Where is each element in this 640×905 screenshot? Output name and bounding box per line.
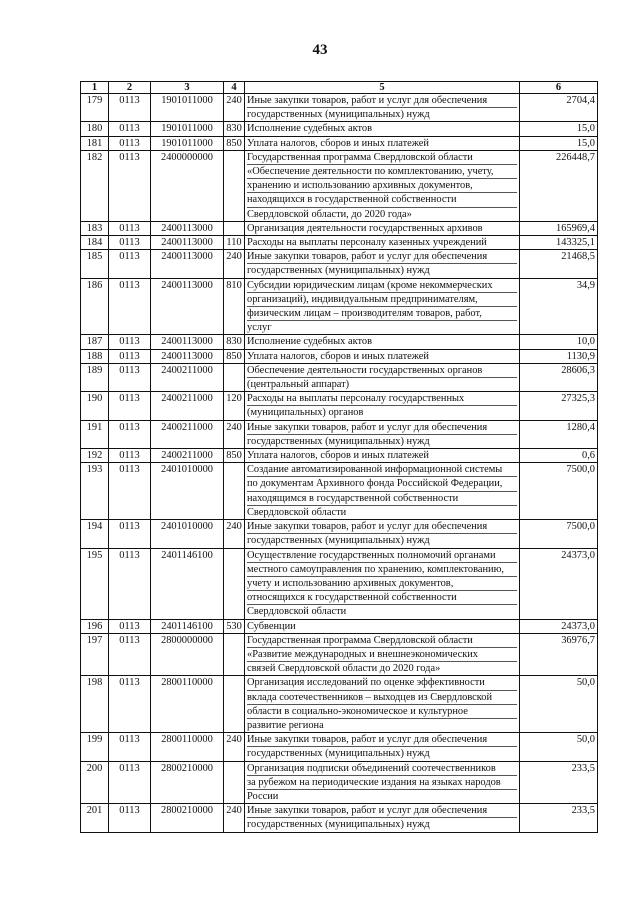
target-article-cell: 2400113000	[151, 250, 224, 278]
expense-name-line: Свердловской области	[247, 606, 347, 618]
row-number-cell: 186	[81, 278, 109, 335]
expense-name-cell	[245, 236, 520, 250]
expense-name-line: Субвенции	[247, 620, 296, 632]
expense-kind-cell: 240	[224, 804, 245, 832]
table-body	[81, 94, 598, 833]
row-number-cell: 198	[81, 676, 109, 733]
expense-name-line: Исполнение судебных актов	[247, 336, 372, 348]
expense-kind-cell: 240	[224, 250, 245, 278]
section-code-cell: 0113	[109, 449, 151, 463]
expense-name-cell	[245, 548, 520, 619]
expense-kind-cell	[224, 676, 245, 733]
table-row	[81, 122, 598, 136]
column-header: 4	[224, 82, 245, 94]
row-number-cell: 192	[81, 449, 109, 463]
expense-kind-cell	[224, 363, 245, 391]
expense-name-cell	[245, 449, 520, 463]
expense-name-line: за рубежом на периодические издания на языках народов	[247, 776, 517, 790]
row-number-cell: 194	[81, 520, 109, 548]
section-code-cell: 0113	[109, 94, 151, 122]
expense-name-line: хранению и использованию архивных документов,	[247, 179, 517, 193]
row-number-cell: 189	[81, 363, 109, 391]
section-code-cell: 0113	[109, 463, 151, 520]
section-code-cell: 0113	[109, 122, 151, 136]
amount-cell: 28606,3	[520, 363, 598, 391]
expense-name-line: (муниципальных) органов	[247, 407, 364, 419]
expense-name-cell	[245, 463, 520, 520]
table-row	[81, 236, 598, 250]
column-header: 2	[109, 82, 151, 94]
expense-name-line: услуг	[247, 322, 272, 334]
expense-name-cell	[245, 761, 520, 804]
expense-name-cell	[245, 94, 520, 122]
target-article-cell: 1901011000	[151, 122, 224, 136]
amount-cell: 36976,7	[520, 633, 598, 676]
row-number-cell: 182	[81, 150, 109, 221]
expense-name-cell	[245, 363, 520, 391]
expense-name-line: Организация подписки объединений соотечественников	[247, 762, 517, 776]
expense-kind-cell: 850	[224, 136, 245, 150]
expense-name-line: государственных (муниципальных) нужд	[247, 819, 430, 831]
table-row	[81, 335, 598, 349]
amount-cell: 7500,0	[520, 520, 598, 548]
expense-kind-cell	[224, 463, 245, 520]
expense-name-line: Государственная программа Свердловской области	[247, 151, 517, 165]
expense-kind-cell: 530	[224, 619, 245, 633]
expense-name-line: Расходы на выплаты персоналу государственных	[247, 392, 517, 406]
table-row	[81, 250, 598, 278]
row-number-cell: 185	[81, 250, 109, 278]
row-number-cell: 188	[81, 349, 109, 363]
target-article-cell: 2400113000	[151, 349, 224, 363]
amount-cell: 10,0	[520, 335, 598, 349]
expense-name-line: Иные закупки товаров, работ и услуг для обеспечения	[247, 94, 517, 108]
table-row	[81, 548, 598, 619]
row-number-cell: 183	[81, 221, 109, 235]
expense-kind-cell: 110	[224, 236, 245, 250]
section-code-cell: 0113	[109, 633, 151, 676]
table-row	[81, 733, 598, 761]
row-number-cell: 190	[81, 392, 109, 420]
target-article-cell: 2400113000	[151, 236, 224, 250]
expense-name-line: учету и использованию архивных документов,	[247, 577, 517, 591]
expense-name-line: находящимся в государственной собственности	[247, 492, 517, 506]
row-number-cell: 196	[81, 619, 109, 633]
amount-cell: 27325,3	[520, 392, 598, 420]
expense-name-cell	[245, 420, 520, 448]
expense-kind-cell: 240	[224, 733, 245, 761]
expense-kind-cell: 850	[224, 349, 245, 363]
target-article-cell: 2800210000	[151, 761, 224, 804]
amount-cell: 15,0	[520, 122, 598, 136]
expense-name-line: развитие региона	[247, 719, 324, 731]
expense-kind-cell	[224, 221, 245, 235]
expense-kind-cell	[224, 633, 245, 676]
expense-name-cell	[245, 278, 520, 335]
expense-name-line: местного самоуправления по хранению, комплектованию,	[247, 563, 517, 577]
expense-name-cell	[245, 676, 520, 733]
row-number-cell: 193	[81, 463, 109, 520]
expense-name-line: Свердловской области	[247, 506, 347, 518]
expense-name-line: государственных (муниципальных) нужд	[247, 435, 430, 447]
table-row	[81, 761, 598, 804]
section-code-cell: 0113	[109, 420, 151, 448]
expense-name-line: Иные закупки товаров, работ и услуг для обеспечения	[247, 421, 517, 435]
row-number-cell: 200	[81, 761, 109, 804]
section-code-cell: 0113	[109, 619, 151, 633]
section-code-cell: 0113	[109, 676, 151, 733]
expense-name-line: Уплата налогов, сборов и иных платежей	[247, 450, 429, 462]
section-code-cell: 0113	[109, 548, 151, 619]
target-article-cell: 2401010000	[151, 463, 224, 520]
expense-name-line: России	[247, 790, 279, 802]
section-code-cell: 0113	[109, 236, 151, 250]
expense-kind-cell: 240	[224, 94, 245, 122]
expense-kind-cell	[224, 548, 245, 619]
target-article-cell: 2400211000	[151, 363, 224, 391]
table-row	[81, 449, 598, 463]
section-code-cell: 0113	[109, 520, 151, 548]
expense-name-line: Исполнение судебных актов	[247, 123, 372, 135]
target-article-cell: 2400113000	[151, 221, 224, 235]
expense-kind-cell: 830	[224, 335, 245, 349]
section-code-cell: 0113	[109, 335, 151, 349]
expense-name-line: относящихся к государственной собственности	[247, 591, 517, 605]
row-number-cell: 181	[81, 136, 109, 150]
amount-cell: 50,0	[520, 733, 598, 761]
section-code-cell: 0113	[109, 392, 151, 420]
section-code-cell: 0113	[109, 349, 151, 363]
expense-name-line: физическим лицам – производителям товаров, работ,	[247, 307, 517, 321]
target-article-cell: 2400211000	[151, 392, 224, 420]
page-number: 43	[312, 42, 328, 58]
expense-name-cell	[245, 619, 520, 633]
expense-name-line: (центральный аппарат)	[247, 379, 350, 391]
amount-cell: 7500,0	[520, 463, 598, 520]
column-header: 3	[151, 82, 224, 94]
target-article-cell: 2800000000	[151, 633, 224, 676]
expense-kind-cell: 850	[224, 449, 245, 463]
column-header: 6	[520, 82, 598, 94]
table-row	[81, 349, 598, 363]
expense-name-line: Обеспечение деятельности государственных органов	[247, 364, 517, 378]
table-row	[81, 392, 598, 420]
expense-name-line: области в социально-экономическое и культурное	[247, 705, 517, 719]
expense-name-line: Иные закупки товаров, работ и услуг для обеспечения	[247, 804, 517, 818]
expense-name-line: находящихся в государственной собственности	[247, 193, 517, 207]
section-code-cell: 0113	[109, 221, 151, 235]
amount-cell: 233,5	[520, 761, 598, 804]
table-row	[81, 619, 598, 633]
row-number-cell: 197	[81, 633, 109, 676]
expense-kind-cell: 830	[224, 122, 245, 136]
amount-cell: 2704,4	[520, 94, 598, 122]
target-article-cell: 1901011000	[151, 94, 224, 122]
table-row	[81, 520, 598, 548]
section-code-cell: 0113	[109, 733, 151, 761]
expense-kind-cell: 810	[224, 278, 245, 335]
expense-name-line: Иные закупки товаров, работ и услуг для обеспечения	[247, 520, 517, 534]
expense-name-line: связей Свердловской области до 2020 года»	[247, 663, 441, 675]
row-number-cell: 199	[81, 733, 109, 761]
expense-name-line: государственных (муниципальных) нужд	[247, 535, 430, 547]
table-row	[81, 363, 598, 391]
target-article-cell: 2800210000	[151, 804, 224, 832]
expense-name-cell	[245, 733, 520, 761]
amount-cell: 50,0	[520, 676, 598, 733]
expense-name-cell	[245, 136, 520, 150]
expense-name-line: Уплата налогов, сборов и иных платежей	[247, 350, 429, 362]
expense-name-cell	[245, 392, 520, 420]
expense-name-cell	[245, 633, 520, 676]
section-code-cell: 0113	[109, 150, 151, 221]
expense-name-line: Уплата налогов, сборов и иных платежей	[247, 137, 429, 149]
target-article-cell: 2800110000	[151, 676, 224, 733]
expense-name-cell	[245, 335, 520, 349]
amount-cell: 34,9	[520, 278, 598, 335]
table-row	[81, 136, 598, 150]
amount-cell: 24373,0	[520, 548, 598, 619]
section-code-cell: 0113	[109, 804, 151, 832]
budget-table	[80, 81, 598, 833]
expense-name-cell	[245, 804, 520, 832]
expense-name-line: «Обеспечение деятельности по комплектованию, учету,	[247, 165, 517, 179]
expense-name-cell	[245, 221, 520, 235]
expense-name-line: Расходы на выплаты персоналу казенных учреждений	[247, 237, 487, 249]
expense-name-line: Организация исследований по оценке эффективности	[247, 676, 517, 690]
target-article-cell: 2400211000	[151, 420, 224, 448]
amount-cell: 24373,0	[520, 619, 598, 633]
row-number-cell: 187	[81, 335, 109, 349]
table-row	[81, 221, 598, 235]
target-article-cell: 2400113000	[151, 335, 224, 349]
expense-kind-cell	[224, 150, 245, 221]
amount-cell: 165969,4	[520, 221, 598, 235]
expense-name-line: организаций), индивидуальным предпринимателям,	[247, 293, 517, 307]
target-article-cell: 2401146100	[151, 548, 224, 619]
table-row	[81, 463, 598, 520]
row-number-cell: 201	[81, 804, 109, 832]
expense-name-line: Государственная программа Свердловской области	[247, 634, 517, 648]
row-number-cell: 179	[81, 94, 109, 122]
target-article-cell: 2400000000	[151, 150, 224, 221]
section-code-cell: 0113	[109, 278, 151, 335]
section-code-cell: 0113	[109, 250, 151, 278]
expense-name-line: Иные закупки товаров, работ и услуг для обеспечения	[247, 250, 517, 264]
amount-cell: 143325,1	[520, 236, 598, 250]
expense-kind-cell	[224, 761, 245, 804]
row-number-cell: 180	[81, 122, 109, 136]
column-header: 1	[81, 82, 109, 94]
amount-cell: 15,0	[520, 136, 598, 150]
expense-name-line: Организация деятельности государственных архивов	[247, 222, 483, 234]
expense-kind-cell: 120	[224, 392, 245, 420]
expense-name-line: государственных (муниципальных) нужд	[247, 265, 430, 277]
amount-cell: 21468,5	[520, 250, 598, 278]
amount-cell: 1130,9	[520, 349, 598, 363]
target-article-cell: 2400113000	[151, 278, 224, 335]
table-row	[81, 633, 598, 676]
row-number-cell: 195	[81, 548, 109, 619]
expense-name-line: по документам Архивного фонда Российской Федерации,	[247, 477, 517, 491]
table-row	[81, 420, 598, 448]
target-article-cell: 2400211000	[151, 449, 224, 463]
target-article-cell: 1901011000	[151, 136, 224, 150]
expense-name-line: Осуществление государственных полномочий органами	[247, 549, 517, 563]
expense-name-cell	[245, 150, 520, 221]
amount-cell: 1280,4	[520, 420, 598, 448]
section-code-cell: 0113	[109, 761, 151, 804]
section-code-cell: 0113	[109, 363, 151, 391]
expense-name-cell	[245, 520, 520, 548]
table-row	[81, 676, 598, 733]
column-header: 5	[245, 82, 520, 94]
table-row	[81, 94, 598, 122]
table-row	[81, 278, 598, 335]
amount-cell: 233,5	[520, 804, 598, 832]
expense-name-cell	[245, 250, 520, 278]
amount-cell: 0,6	[520, 449, 598, 463]
section-code-cell: 0113	[109, 136, 151, 150]
expense-name-line: Создание автоматизированной информационной системы	[247, 463, 517, 477]
expense-kind-cell: 240	[224, 420, 245, 448]
expense-name-line: государственных (муниципальных) нужд	[247, 748, 430, 760]
row-number-cell: 191	[81, 420, 109, 448]
target-article-cell: 2800110000	[151, 733, 224, 761]
expense-name-line: «Развитие международных и внешнеэкономических	[247, 648, 517, 662]
expense-name-cell	[245, 349, 520, 363]
amount-cell: 226448,7	[520, 150, 598, 221]
expense-name-line: государственных (муниципальных) нужд	[247, 109, 430, 121]
table-row	[81, 150, 598, 221]
expense-name-line: Субсидии юридическим лицам (кроме некоммерческих	[247, 279, 517, 293]
expense-name-line: вклада соотечественников – выходцев из Свердловской	[247, 691, 517, 705]
header-row	[81, 82, 598, 94]
expense-kind-cell: 240	[224, 520, 245, 548]
target-article-cell: 2401010000	[151, 520, 224, 548]
expense-name-cell	[245, 122, 520, 136]
expense-name-line: Иные закупки товаров, работ и услуг для обеспечения	[247, 733, 517, 747]
expense-name-line: Свердловской области, до 2020 года»	[247, 208, 412, 220]
row-number-cell: 184	[81, 236, 109, 250]
target-article-cell: 2401146100	[151, 619, 224, 633]
table-row	[81, 804, 598, 832]
